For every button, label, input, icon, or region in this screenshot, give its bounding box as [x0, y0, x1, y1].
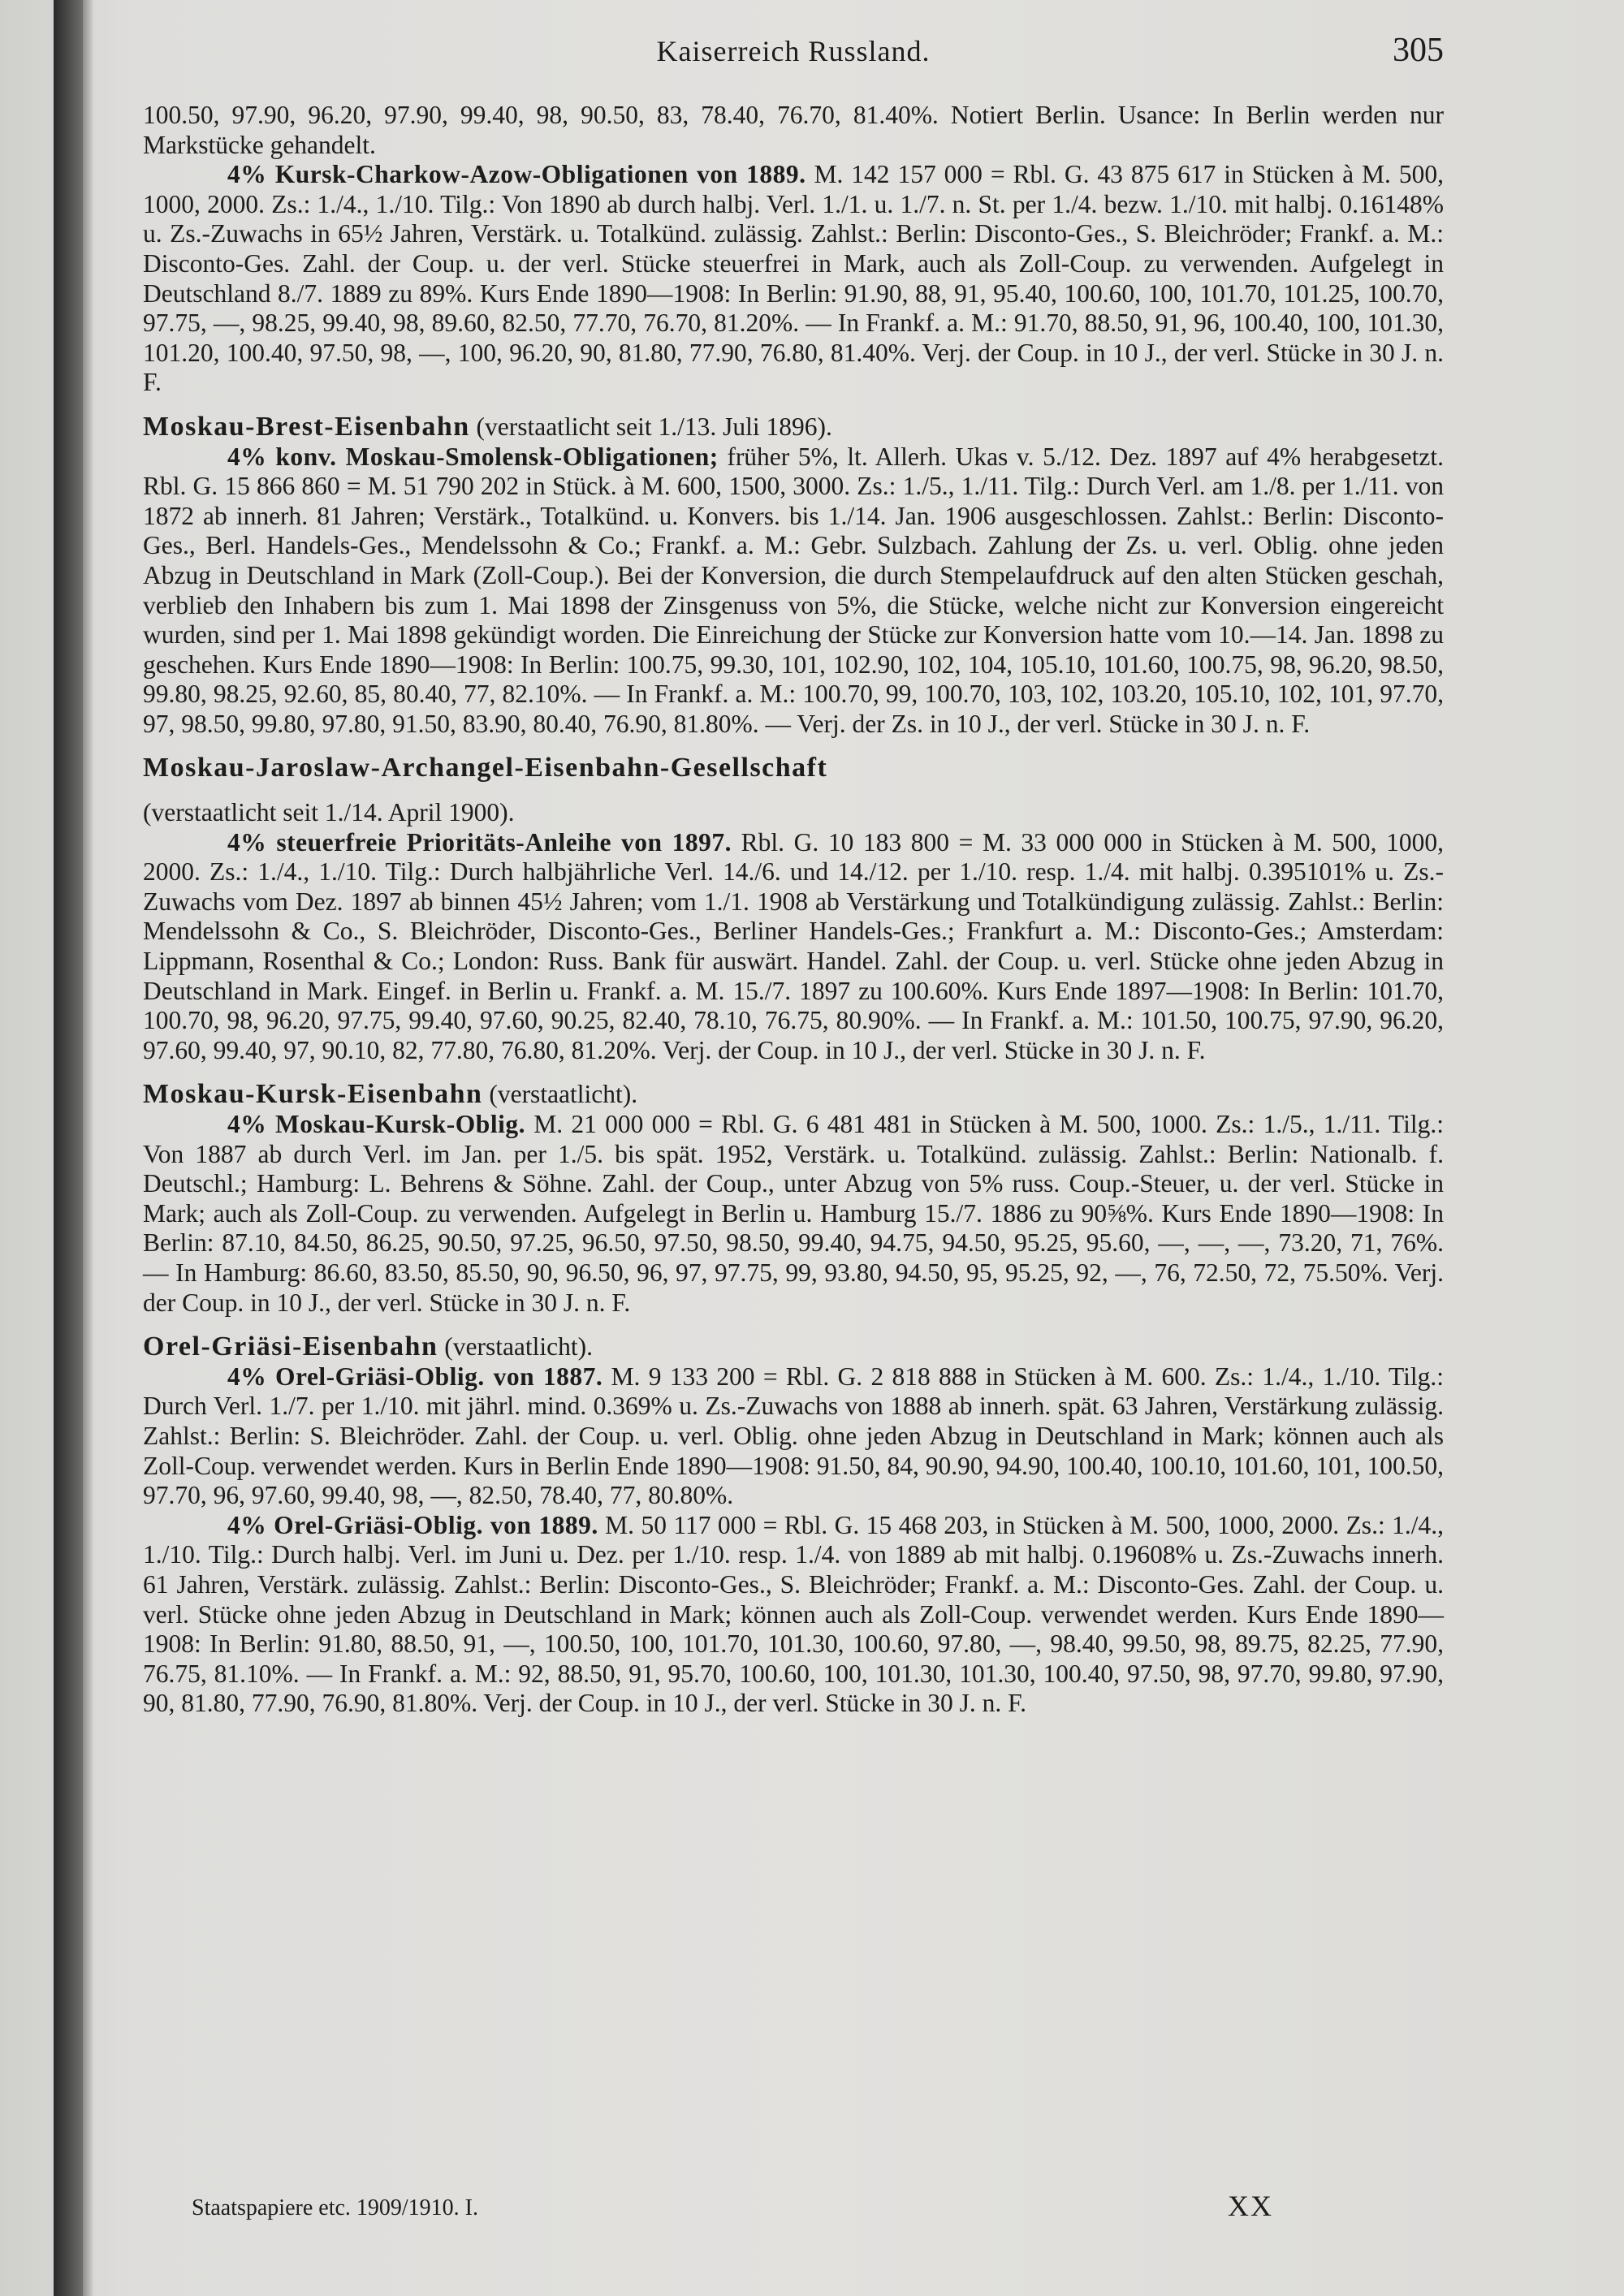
section-subtitle: (verstaatlicht).: [438, 1332, 594, 1362]
entry-text: M. 142 157 000 = Rbl. G. 43 875 617 in Stücken à M. 500, 1000, 2000. Zs.: 1./4., 1./10. Tilg.: Von 1890 ab durch halbj. Verl. 1./1. u. 1./7. n. St. per 1./4. bezw. 1./10. mit halbj. 0.16148% u. Zs.-Zuwachs in 65½ Jahren, Verstärk. u. Totalkünd. zulässig. Zahlst.: Berlin: Disconto-Ges., S. Bleichröder; Frankf. a. M.: Disconto-Ges. Zahl. der Coup. u. der verl. Stücke steuerfrei in Mark, auch als Zoll-Coup. zu verwenden. Aufgelegt in Deutschland 8./7. 1889 zu 89%. Kurs Ende 1890—1908: In Berlin: 91.90, 88, 91, 95.40, 100.60, 100, 101.70, 101.25, 100.70, 97.75, —, 98.25, 99.40, 98, 89.60, 82.50, 77.70, 76.70, 81.20%. — In Frankf. a. M.: 91.70, 88.50, 91, 96, 100.40, 100, 101.30, 101.20, 100.40, 97.50, 98, —, 100, 96.20, 90, 81.80, 77.90, 76.80, 81.40%. Verj. der Coup. in 10 J., der verl. Stücke in 30 J. n. F.: [143, 160, 1444, 397]
entry-kursk-charkow-azow: [143, 160, 1444, 398]
entry-orel-griaesi-1887: [143, 1362, 1444, 1511]
entry-lead: 4% steuerfreie Prioritäts-Anleihe von 1897.: [227, 827, 732, 857]
page-number: 305: [1393, 32, 1444, 69]
section-title: Moskau-Jaroslaw-Archangel-Eisenbahn-Gesellschaft: [143, 753, 828, 783]
section-title: Moskau-Brest-Eisenbahn: [143, 411, 470, 442]
entry-prioritaets-anleihe: [143, 828, 1444, 1066]
section-subtitle: (verstaatlicht).: [482, 1080, 638, 1109]
entry-text: Rbl. G. 10 183 800 = M. 33 000 000 in Stücken à M. 500, 1000, 2000. Zs.: 1./4., 1./10. Tilg.: Durch halbjährliche Verl. 14./6. und 14./12. per 1./10. resp. 1./4. mit halbj. 0.395101% u. Zs.-Zuwachs vom Dez. 1897 ab binnen 45½ Jahren; vom 1./1. 1908 ab Verstärkung und Totalkündigung zulässig. Zahlst.: Berlin: Mendelssohn & Co., S. Bleichröder, Disconto-Ges., Berliner Handels-Ges.; Frankfurt a. M.: Disconto-Ges.; Amsterdam: Lippmann, Rosenthal & Co.; London: Russ. Bank für auswärt. Handel. Zahl. der Coup. u. verl. Stücke ohne jeden Abzug in Deutschland in Mark. Eingef. in Berlin u. Frankf. a. M. 15./7. 1897 zu 100.60%. Kurs Ende 1897—1908: In Berlin: 101.70, 100.70, 98, 96.20, 97.75, 99.40, 97.60, 90.25, 82.40, 78.10, 76.75, 80.90%. — In Frankf. a. M.: 101.50, 100.75, 97.90, 96.20, 97.60, 99.40, 97, 90.10, 82, 77.80, 76.80, 81.20%. Verj. der Coup. in 10 J., der verl. Stücke in 30 J. n. F.: [143, 827, 1444, 1064]
footer-sheet-mark: XX: [1228, 2190, 1273, 2222]
section-title: Orel-Griäsi-Eisenbahn: [143, 1331, 438, 1362]
entry-text: M. 50 117 000 = Rbl. G. 15 468 203, in Stücken à M. 500, 1000, 2000. Zs.: 1./4., 1./10. Tilg.: Durch halbj. Verl. im Juni u. Dez. per 1./10. resp. 1./4. von 1889 ab mit halbj. 0.19608% u. Zs.-Zuwachs innerh. 61 Jahren, Verstärk. zulässig. Zahlst.: Berlin: Disconto-Ges., S. Bleichröder; Frankf. a. M.: Disconto-Ges. Zahl. der Coup. u. verl. Stücke ohne jeden Abzug in Deutschland in Mark; können auch als Zoll-Coup. verwendet werden. Kurs Ende 1890—1908: In Berlin: 91.80, 88.50, 91, —, 100.50, 100, 101.70, 101.30, 100.60, 97.80, —, 98.40, 99.50, 98, 89.75, 82.25, 77.90, 76.75, 81.10%. — In Frankf. a. M.: 92, 88.50, 91, 95.70, 100.60, 100, 101.30, 101.30, 100.40, 97.50, 98, 97.70, 99.80, 97.90, 90, 81.80, 77.90, 76.90, 81.80%. Verj. der Coup. in 10 J., der verl. Stücke in 30 J. n. F.: [143, 1510, 1445, 1718]
section-subtitle-line: [143, 798, 1444, 828]
entry-lead: 4% Moskau-Kursk-Oblig.: [227, 1110, 525, 1138]
entry-lead: 4% Orel-Griäsi-Oblig. von 1889.: [227, 1510, 598, 1539]
entry-lead: 4% Orel-Griäsi-Oblig. von 1887.: [227, 1362, 603, 1391]
entry-text: M. 9 133 200 = Rbl. G. 2 818 888 in Stücken à M. 600. Zs.: 1./4., 1./10. Tilg.: Durch Verl. 1./7. per 1./10. mit jährl. mind. 0.369% u. Zs.-Zuwachs von 1888 ab innerh. spät. 63 Jahren, Verstärkung zulässig. Zahlst.: Berlin: S. Bleichröder. Zahl. der Coup. u. verl. Oblig. ohne jeden Abzug in Deutschland in Mark; können auch als Zoll-Coup. verwendet werden. Kurs in Berlin Ende 1890—1908: 91.50, 84, 90.90, 94.90, 100.40, 100.10, 101.60, 101, 100.50, 97.70, 96, 97.60, 99.40, 98, —, 82.50, 78.40, 77, 80.80%.: [143, 1362, 1444, 1510]
entry-lead: 4% konv. Moskau-Smolensk-Obligationen;: [227, 442, 719, 471]
entry-text: M. 21 000 000 = Rbl. G. 6 481 481 in Stücken à M. 500, 1000. Zs.: 1./5., 1./11. Tilg.: Von 1887 ab durch Verl. im Jan. per 1./5. bis spät. 1952, Verstärk. u. Totalkünd. zulässig. Zahlst.: Berlin: Nationalb. f. Deutschl.; Hamburg: L. Behrens & Söhne. Zahl. der Coup., unter Abzug von 5% russ. Coup.-Steuer, u. der verl. Stücke in Mark; auch als Zoll-Coup. zu verwenden. Aufgelegt in Berlin u. Hamburg 15./7. 1886 zu 90⅝%. Kurs Ende 1890—1908: In Berlin: 87.10, 84.50, 86.25, 90.50, 97.25, 96.50, 97.50, 98.50, 99.40, 94.75, 94.50, 95.25, 95.60, —, —, —, 73.20, 71, 76%. — In Hamburg: 86.60, 83.50, 85.50, 90, 96.50, 96, 97, 97.75, 99, 93.80, 94.50, 95, 95.25, 92, —, 76, 72.50, 72, 75.50%. Verj. der Coup. in 10 J., der verl. Stücke in 30 J. n. F.: [143, 1110, 1444, 1317]
entry-text: früher 5%, lt. Allerh. Ukas v. 5./12. Dez. 1897 auf 4% herabgesetzt. Rbl. G. 15 866 860 = M. 51 790 202 in Stück. à M. 600, 1500, 3000. Zs.: 1./5., 1./11. Tilg.: Durch Verl. am 1./8. per 1./11. von 1872 ab innerh. 81 Jahren; Verstärk., Totalkünd. u. Konvers. bis 1./14. Jan. 1906 ausgeschlossen. Zahlst.: Berlin: Disconto-Ges., Berl. Handels-Ges., Mendelssohn & Co.; Frankf. a. M.: Gebr. Sulzbach. Zahlung der Zs. u. verl. Oblig. ohne jeden Abzug in Deutschland in Mark (Zoll-Coup.). Bei der Konversion, die durch Stempelaufdruck auf den alten Stücken geschah, verblieb den Inhabern bis zum 1. Mai 1898 der Zinsgenuss von 5%, die Stücke, welche nicht zur Konversion eingereicht wurden, sind per 1. Mai 1898 gekündigt worden. Die Einreichung der Stücke zur Konversion hatte vom 10.—14. Jan. 1898 zu geschehen. Kurs Ende 1890—1908: In Berlin: 100.75, 99.30, 101, 102.90, 102, 104, 105.10, 101.60, 100.75, 98, 96.20, 98.50, 99.80, 98.25, 92.60, 85, 80.40, 77, 82.10%. — In Frankf. a. M.: 100.70, 99, 100.70, 103, 102, 103.20, 105.10, 102, 101, 97.70, 97, 98.50, 99.80, 97.80, 91.50, 83.90, 80.40, 76.90, 81.80%. — Verj. der Zs. in 10 J., der verl. Stücke in 30 J. n. F.: [143, 442, 1444, 738]
book-spine-shadow: [54, 0, 83, 2296]
paragraph-continuation: [143, 101, 1444, 160]
paragraph-text: 100.50, 97.90, 96.20, 97.90, 99.40, 98, 90.50, 83, 78.40, 76.70, 81.40%. Notiert Berlin. Usance: In Berlin werden nur Markstücke gehandelt.: [143, 101, 1444, 159]
entry-moskau-kursk-oblig: [143, 1110, 1444, 1318]
running-head: [143, 31, 1444, 71]
page-body: [143, 101, 1444, 1719]
section-heading-moskau-kursk: [143, 1080, 1444, 1110]
entry-moskau-smolensk: [143, 442, 1444, 740]
section-title: Moskau-Kursk-Eisenbahn: [143, 1079, 483, 1110]
entry-lead: 4% Kursk-Charkow-Azow-Obligationen von 1889.: [227, 160, 806, 189]
gutter-gradient: [83, 0, 94, 2296]
section-subtitle: (verstaatlicht seit 1./13. Juli 1896).: [469, 412, 832, 441]
section-heading-orel-griaesi: [143, 1332, 1444, 1362]
section-subtitle: (verstaatlicht seit 1./14. April 1900).: [143, 798, 515, 827]
section-heading-moskau-brest: [143, 412, 1444, 442]
page-footer: [143, 2189, 1444, 2225]
section-heading-moskau-jaroslaw: [143, 753, 1444, 783]
footer-signature: Staatspapiere etc. 1909/1910. I.: [192, 2195, 479, 2220]
entry-orel-griaesi-1889: [143, 1511, 1444, 1719]
page-title: Kaiserreich Russland.: [656, 35, 931, 67]
